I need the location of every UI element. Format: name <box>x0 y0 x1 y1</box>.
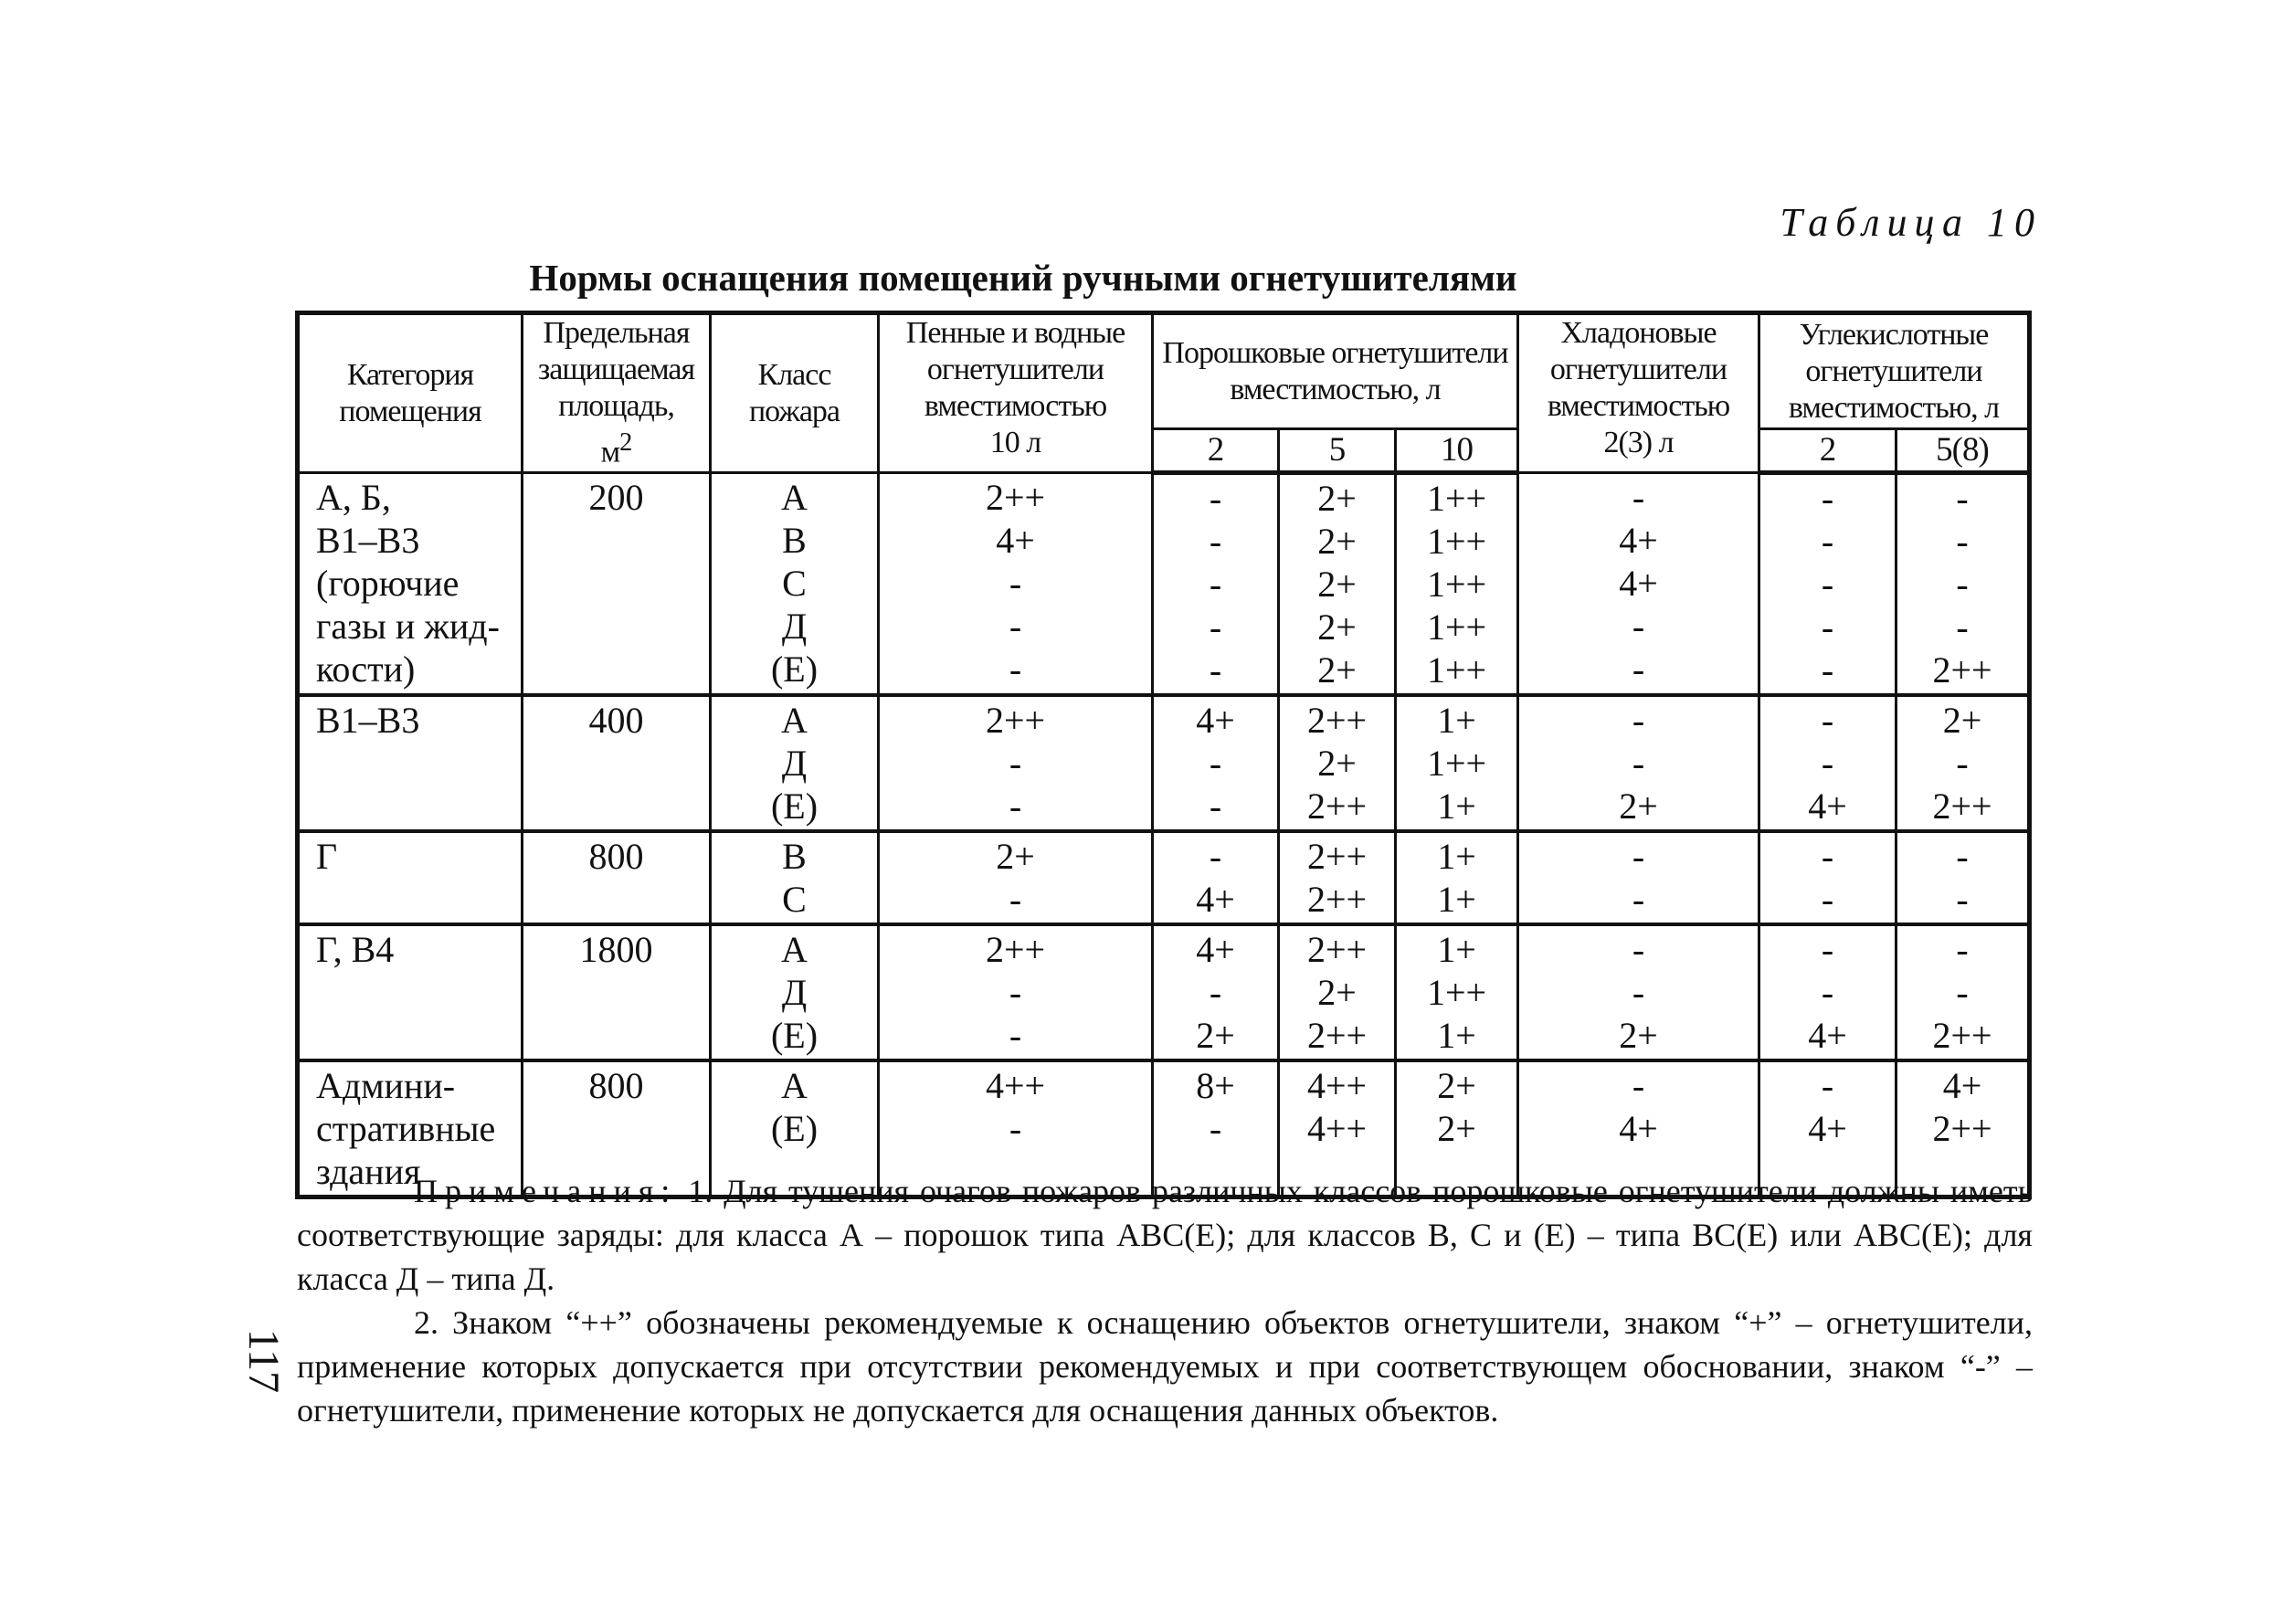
header-powder-2: 2 <box>1153 429 1279 473</box>
cell-co2-5-8-line: - <box>1956 743 1969 784</box>
cell-freon <box>1518 924 1759 1060</box>
cell-area-line: 400 <box>588 700 644 741</box>
cell-foam <box>879 924 1153 1060</box>
cell-fire-class-line: (Е) <box>770 1108 819 1149</box>
cell-category <box>298 695 523 831</box>
cell-powder-5 <box>1279 924 1396 1060</box>
cell-category-line: (горючие <box>316 563 460 604</box>
cell-co2-2 <box>1759 695 1896 831</box>
cell-co2-5-8-line: 2++ <box>1932 1108 1992 1149</box>
table-title: Нормы оснащения помещений ручными огнетушителями <box>529 257 1517 299</box>
cell-category-line: Г, В4 <box>316 929 395 970</box>
cell-freon <box>1518 695 1759 831</box>
header-area-text: Предельная защищаемая площадь, <box>537 316 695 423</box>
cell-powder-2-line: 2+ <box>1196 1015 1235 1056</box>
cell-foam <box>879 831 1153 924</box>
cell-category-line: стративные <box>316 1108 496 1149</box>
cell-powder-5 <box>1279 695 1396 831</box>
cell-powder-10-line: 1+ <box>1437 700 1476 741</box>
cell-powder-10-line: 1++ <box>1426 649 1487 691</box>
cell-freon-line: 2+ <box>1619 1015 1658 1056</box>
cell-powder-10 <box>1396 924 1518 1060</box>
cell-foam-line: 4+ <box>996 520 1035 561</box>
cell-co2-5-8-line: - <box>1956 879 1969 920</box>
header-co2-2: 2 <box>1759 429 1896 473</box>
cell-co2-2-line: - <box>1821 478 1834 519</box>
cell-powder-10-line: 1++ <box>1426 521 1487 562</box>
cell-powder-2-line: - <box>1209 606 1222 648</box>
cell-foam-line: 4++ <box>985 1065 1046 1106</box>
header-freon <box>1518 313 1759 473</box>
cell-foam-line: - <box>1009 743 1022 784</box>
cell-category-line: кости) <box>316 649 416 690</box>
cell-freon-line: - <box>1632 972 1645 1013</box>
page-number: 117 <box>239 1328 288 1394</box>
cell-powder-5-line: 2+ <box>1317 564 1357 605</box>
cell-fire-class <box>711 695 879 831</box>
cell-freon-line: 2+ <box>1619 786 1658 827</box>
cell-co2-2-line: 4+ <box>1808 1015 1847 1056</box>
cell-freon-line: - <box>1632 477 1645 518</box>
cell-foam-line: 2++ <box>985 477 1046 518</box>
note-1 <box>297 1169 2033 1301</box>
cell-freon-line: - <box>1632 743 1645 784</box>
header-area-unit-sup: 2 <box>619 428 632 457</box>
header-co2: Углекислотные огнетушители вместимостью, л <box>1759 313 2030 429</box>
cell-co2-2-line: - <box>1821 521 1834 562</box>
cell-co2-5-8-line: 2+ <box>1942 700 1982 741</box>
cell-freon <box>1518 831 1759 924</box>
cell-foam-line: 2+ <box>996 836 1035 877</box>
cell-co2-2-line: - <box>1821 606 1834 648</box>
extinguisher-norms-table <box>295 311 2032 1199</box>
cell-powder-2 <box>1153 473 1279 696</box>
header-freon-text: Хладоновые огнетушители вместимостью <box>1547 316 1730 423</box>
cell-co2-5-8-line: 4+ <box>1942 1065 1982 1106</box>
cell-co2-2-line: - <box>1821 649 1834 691</box>
header-freon-capacity: 2(3) л <box>1603 426 1674 459</box>
cell-foam <box>879 695 1153 831</box>
cell-powder-5 <box>1279 473 1396 696</box>
cell-category-line: Г <box>316 836 338 877</box>
cell-powder-10-line: 2+ <box>1437 1108 1476 1149</box>
cell-powder-2-line: - <box>1209 743 1222 784</box>
table-row <box>298 831 2030 924</box>
cell-powder-2-line: 4+ <box>1196 879 1235 920</box>
cell-freon-line: 4+ <box>1619 1108 1658 1149</box>
cell-fire-class-line: В <box>782 520 807 561</box>
cell-fire-class-line: (Е) <box>770 786 819 827</box>
table-row <box>298 473 2030 696</box>
cell-powder-5-line: 4++ <box>1306 1065 1368 1106</box>
notes-label: Примечания: <box>414 1173 678 1209</box>
cell-co2-5-8-line: - <box>1956 478 1969 519</box>
cell-co2-5-8 <box>1896 924 2030 1060</box>
cell-fire-class-line: В <box>782 836 807 877</box>
table-number-label: Таблица 10 <box>1780 200 2042 245</box>
cell-co2-2-line: - <box>1821 564 1834 605</box>
cell-powder-2-line: 4+ <box>1196 929 1235 970</box>
cell-foam-line: 2++ <box>985 700 1046 741</box>
cell-fire-class-line: С <box>782 563 807 604</box>
cell-powder-10 <box>1396 473 1518 696</box>
cell-fire-class-line: Д <box>781 606 808 647</box>
header-foam <box>879 313 1153 473</box>
cell-freon-line: - <box>1632 929 1645 970</box>
cell-co2-2-line: - <box>1821 929 1834 970</box>
cell-fire-class-line: А <box>781 700 808 741</box>
header-area-unit: м <box>600 435 620 469</box>
cell-powder-10-line: 2+ <box>1437 1065 1476 1106</box>
header-area <box>523 313 711 473</box>
cell-powder-10-line: 1+ <box>1437 879 1476 920</box>
cell-powder-10-line: 1++ <box>1426 564 1487 605</box>
cell-foam-line: - <box>1009 563 1022 604</box>
cell-foam-line: - <box>1009 972 1022 1013</box>
cell-powder-10-line: 1++ <box>1426 606 1487 648</box>
cell-co2-5-8-line: - <box>1956 521 1969 562</box>
cell-fire-class-line: А <box>781 1065 808 1106</box>
cell-powder-10-line: 1+ <box>1437 929 1476 970</box>
note-1-text: 1. Для тушения очагов пожаров различных классов порошковые огнетушители должны иметь соответствующие заряды: для класса А – порошок типа АВС(Е); для классов В, С и (Е) – типа ВС(Е) или АВС(Е); для класса Д – типа Д. <box>297 1173 2033 1297</box>
table-row <box>298 695 2030 831</box>
cell-category <box>298 473 523 696</box>
cell-foam-line: - <box>1009 606 1022 647</box>
cell-area-line: 800 <box>588 1065 644 1106</box>
cell-foam-line: - <box>1009 1015 1022 1056</box>
header-foam-text: Пенные и водные огнетушители вместимостью <box>905 316 1125 423</box>
cell-powder-5-line: 2++ <box>1306 836 1368 877</box>
cell-powder-5-line: 2++ <box>1306 1015 1368 1056</box>
cell-fire-class-line: А <box>781 929 808 970</box>
cell-co2-5-8-line: 2++ <box>1932 1015 1992 1056</box>
cell-fire-class-line: (Е) <box>770 649 819 690</box>
cell-co2-2 <box>1759 473 1896 696</box>
cell-freon-line: - <box>1632 606 1645 647</box>
cell-co2-5-8-line: 2++ <box>1932 786 1992 827</box>
cell-powder-2-line: - <box>1209 521 1222 562</box>
cell-powder-5-line: 2+ <box>1317 743 1357 784</box>
cell-powder-5-line: 2+ <box>1317 521 1357 562</box>
cell-area <box>523 473 711 696</box>
cell-powder-5-line: 2+ <box>1317 972 1357 1013</box>
cell-powder-5-line: 2++ <box>1306 879 1368 920</box>
cell-fire-class-line: Д <box>781 972 808 1013</box>
cell-freon-line: - <box>1632 649 1645 690</box>
cell-powder-5 <box>1279 831 1396 924</box>
cell-area-line: 800 <box>588 836 644 877</box>
cell-freon-line: - <box>1632 1065 1645 1106</box>
cell-category-line: Админи- <box>316 1065 456 1106</box>
cell-fire-class <box>711 924 879 1060</box>
cell-foam-line: 2++ <box>985 929 1046 970</box>
cell-category <box>298 831 523 924</box>
cell-co2-2-line: 4+ <box>1808 786 1847 827</box>
cell-fire-class-line: А <box>781 477 808 518</box>
header-powder-10: 10 <box>1396 429 1518 473</box>
cell-foam-line: - <box>1009 879 1022 920</box>
cell-co2-2 <box>1759 924 1896 1060</box>
cell-co2-5-8-line: - <box>1956 972 1969 1013</box>
cell-co2-5-8-line: - <box>1956 836 1969 877</box>
table-body <box>298 473 2030 1197</box>
cell-powder-2-line: - <box>1209 564 1222 605</box>
cell-category-line: здания <box>316 1151 421 1192</box>
cell-co2-2-line: - <box>1821 879 1834 920</box>
cell-fire-class-line: Д <box>781 743 808 784</box>
cell-co2-2-line: - <box>1821 1065 1834 1106</box>
cell-powder-2 <box>1153 924 1279 1060</box>
cell-powder-10-line: 1+ <box>1437 836 1476 877</box>
cell-freon-line: - <box>1632 879 1645 920</box>
cell-powder-10 <box>1396 695 1518 831</box>
cell-freon-line: 4+ <box>1619 563 1658 604</box>
cell-powder-5-line: 4++ <box>1306 1108 1368 1149</box>
cell-powder-10-line: 1+ <box>1437 786 1476 827</box>
cell-co2-2 <box>1759 831 1896 924</box>
cell-category-line: газы и жид- <box>316 606 500 647</box>
cell-co2-2-line: - <box>1821 836 1834 877</box>
header-foam-capacity: 10 л <box>989 426 1041 459</box>
cell-co2-2-line: - <box>1821 972 1834 1013</box>
cell-foam-line: - <box>1009 1108 1022 1149</box>
cell-freon-line: - <box>1632 700 1645 741</box>
cell-powder-2-line: - <box>1209 836 1222 877</box>
cell-powder-5-line: 2++ <box>1306 700 1368 741</box>
cell-foam <box>879 473 1153 696</box>
header-category: Категория помещения <box>298 313 523 473</box>
header-fire-class: Класс пожара <box>711 313 879 473</box>
cell-co2-5-8-line: 2++ <box>1932 649 1992 691</box>
cell-category-line: А, Б, <box>316 477 391 518</box>
header-powder-5: 5 <box>1279 429 1396 473</box>
cell-powder-10-line: 1++ <box>1426 478 1487 519</box>
cell-powder-10-line: 1+ <box>1437 1015 1476 1056</box>
cell-freon-line: - <box>1632 836 1645 877</box>
cell-fire-class <box>711 831 879 924</box>
cell-powder-5-line: 2++ <box>1306 929 1368 970</box>
cell-co2-5-8-line: - <box>1956 606 1969 648</box>
cell-co2-5-8-line: - <box>1956 929 1969 970</box>
cell-category-line: В1–В3 <box>316 700 420 741</box>
cell-foam-line: - <box>1009 649 1022 690</box>
header-co2-5-8: 5(8) <box>1896 429 2030 473</box>
cell-co2-5-8-line: - <box>1956 564 1969 605</box>
cell-category <box>298 924 523 1060</box>
cell-foam-line: - <box>1009 786 1022 827</box>
cell-powder-5-line: 2++ <box>1306 786 1368 827</box>
cell-fire-class-line: С <box>782 879 807 920</box>
cell-co2-5-8 <box>1896 695 2030 831</box>
cell-co2-2-line: - <box>1821 743 1834 784</box>
cell-area <box>523 695 711 831</box>
cell-area-line: 200 <box>588 477 644 518</box>
cell-fire-class-line: (Е) <box>770 1015 819 1056</box>
cell-powder-5-line: 2+ <box>1317 478 1357 519</box>
note-2: 2. Знаком “++” обозначены рекомендуемые к оснащению объектов огнетушители, знаком “+” – огнетушители, применение которых допускается при отсутствии рекомендуемых и при соответствующем обосновании, знаком “-” – огнетушители, применение которых не допускается для оснащения данных объектов. <box>297 1304 2033 1429</box>
cell-area <box>523 924 711 1060</box>
cell-co2-5-8 <box>1896 473 2030 696</box>
cell-category-line: В1–В3 <box>316 520 420 561</box>
cell-co2-2-line: - <box>1821 700 1834 741</box>
cell-powder-2-line: - <box>1209 649 1222 691</box>
cell-freon <box>1518 473 1759 696</box>
cell-powder-2-line: 4+ <box>1196 700 1235 741</box>
cell-powder-2-line: - <box>1209 478 1222 519</box>
cell-powder-2-line: - <box>1209 972 1222 1013</box>
notes-block <box>297 1169 2033 1432</box>
cell-powder-2-line: 8+ <box>1196 1065 1235 1106</box>
cell-powder-10-line: 1++ <box>1426 743 1487 784</box>
cell-powder-5-line: 2+ <box>1317 649 1357 691</box>
cell-powder-10-line: 1++ <box>1426 972 1487 1013</box>
cell-co2-5-8 <box>1896 831 2030 924</box>
cell-powder-2-line: - <box>1209 786 1222 827</box>
cell-powder-5-line: 2+ <box>1317 606 1357 648</box>
header-powder: Порошковые огнетушители вместимостью, л <box>1153 313 1518 429</box>
cell-area <box>523 831 711 924</box>
cell-powder-2 <box>1153 831 1279 924</box>
cell-powder-2 <box>1153 695 1279 831</box>
cell-co2-2-line: 4+ <box>1808 1108 1847 1149</box>
cell-freon-line: 4+ <box>1619 520 1658 561</box>
cell-fire-class <box>711 473 879 696</box>
cell-area-line: 1800 <box>579 929 653 970</box>
table-row <box>298 924 2030 1060</box>
cell-powder-10 <box>1396 831 1518 924</box>
cell-powder-2-line: - <box>1209 1108 1222 1149</box>
